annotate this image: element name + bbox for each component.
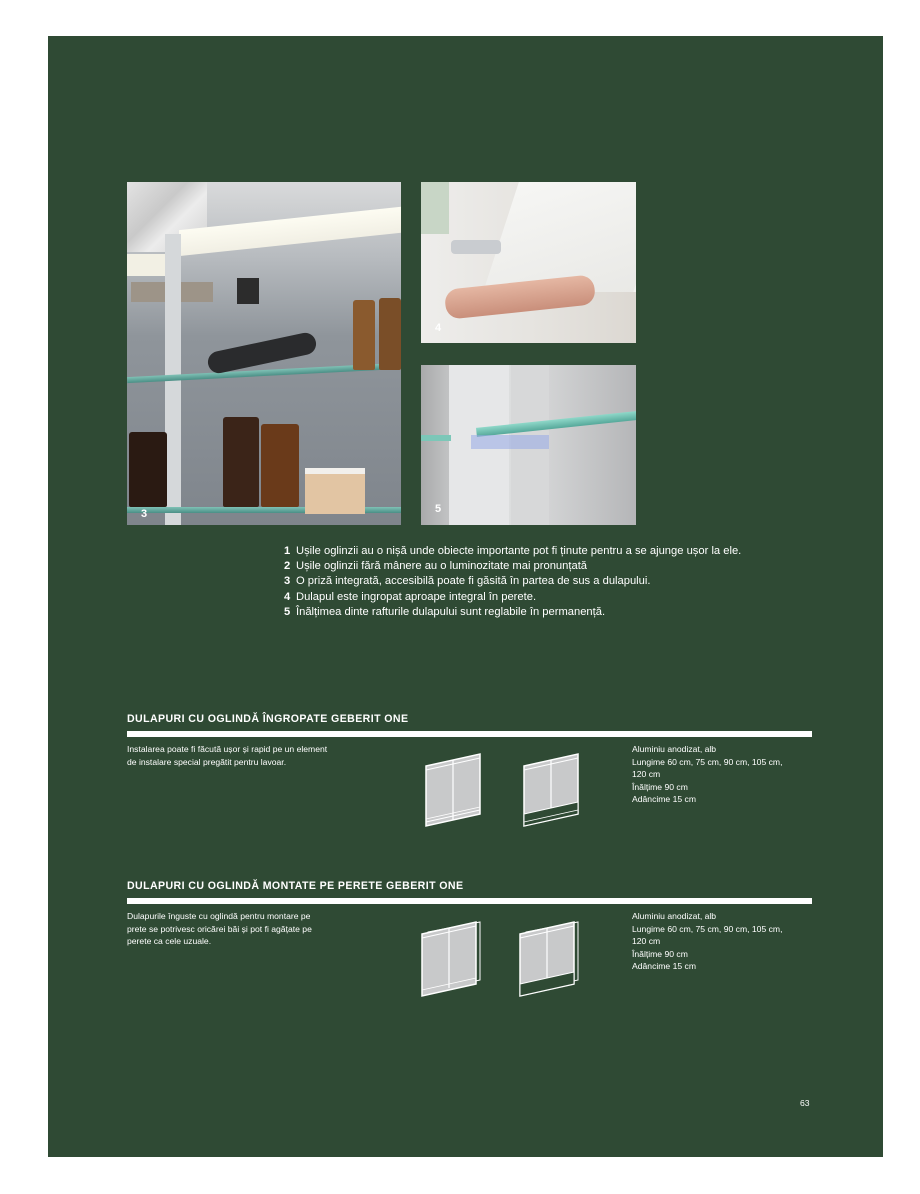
section-specs-recessed <box>632 743 817 806</box>
caption-number: 3 <box>284 575 291 588</box>
spec-length: Lungime 60 cm, 75 cm, 90 cm, 105 cm, <box>632 923 783 934</box>
amber-bottle <box>223 417 259 507</box>
caption-text: Dulapul este ingropat aproape integral în perete. <box>296 590 537 603</box>
photo-number-5: 5 <box>435 503 442 515</box>
glass-shelf-left <box>421 435 451 441</box>
feature-captions <box>284 544 741 620</box>
led-light-bar-reflection <box>127 254 167 276</box>
spec-height: Înălțime 90 cm <box>632 948 688 959</box>
spec-height: Înălțime 90 cm <box>632 781 688 792</box>
spec-material: Aluminiu anodizat, alb <box>632 744 717 754</box>
caption-number: 1 <box>284 545 291 557</box>
caption-item <box>284 559 741 574</box>
section-divider <box>127 731 812 737</box>
pump-bottle <box>379 298 401 370</box>
recessed-cabinet-illustration <box>424 752 482 830</box>
caption-number: 2 <box>284 560 291 573</box>
window <box>421 182 449 234</box>
section-divider <box>127 898 812 904</box>
shelf-bracket <box>471 435 549 449</box>
spec-depth: Adâncime 15 cm <box>632 794 697 804</box>
photo-cabinet-interior <box>127 182 401 525</box>
caption-text: Înălțimea dinte rafturile dulapului sunt reglabile în permanență. <box>296 605 606 618</box>
photo-shelf-support <box>421 365 636 525</box>
page-number: 63 <box>800 1098 810 1108</box>
caption-item <box>284 590 741 605</box>
description-line: Dulapurile înguste cu oglindă pentru montare pe <box>127 911 311 921</box>
amber-bottle <box>129 432 167 507</box>
faucet <box>451 240 501 254</box>
wall-mounted-cabinet-illustration <box>420 918 482 998</box>
description-line: Instalarea poate fi făcută ușor și rapid pe un element <box>127 744 328 754</box>
spec-length-cont: 120 cm <box>632 769 661 779</box>
caption-item <box>284 544 741 559</box>
caption-text: Ușile oglinzii au o nișă unde obiecte importante pot fi ținute pentru a se ajunge ușor la ele. <box>296 545 742 557</box>
section-title-recessed: DULAPURI CU OGLINDĂ ÎNGROPATE GEBERIT ONE <box>127 713 409 725</box>
section-description-wall-mounted <box>127 910 372 948</box>
photo-number-3: 3 <box>141 508 148 520</box>
mirror-door <box>483 182 636 292</box>
section-description-recessed <box>127 743 372 768</box>
description-line: de instalare special pregătit pentru lavoar. <box>127 756 287 767</box>
led-light-bar <box>179 206 401 256</box>
integrated-socket <box>237 278 259 304</box>
cosmetic-jar <box>305 468 365 514</box>
pump-bottle <box>353 300 375 370</box>
caption-item <box>284 574 741 589</box>
spec-material: Aluminiu anodizat, alb <box>632 911 717 921</box>
spec-length-cont: 120 cm <box>632 936 661 946</box>
caption-number: 5 <box>284 605 291 618</box>
wall-mounted-cabinet-niche-illustration <box>518 918 580 998</box>
amber-bottle <box>261 424 299 507</box>
spec-depth: Adâncime 15 cm <box>632 961 697 971</box>
description-line: prete se potrivesc oricărei băi și pot fi agățate pe <box>127 923 312 934</box>
caption-item <box>284 605 741 620</box>
section-specs-wall-mounted <box>632 910 817 973</box>
hand <box>444 274 596 320</box>
catalog-page <box>48 36 883 1157</box>
section-title-wall-mounted: DULAPURI CU OGLINDĂ MONTATE PE PERETE GEBERIT ONE <box>127 880 464 892</box>
caption-text: O priză integrată, accesibilă poate fi găsită în partea de sus a dulapului. <box>296 575 651 588</box>
photo-number-4: 4 <box>435 322 442 334</box>
description-line: perete ca cele uzuale. <box>127 936 212 946</box>
caption-text: Ușile oglinzii fără mânere au o luminozitate mai pronunțată <box>296 560 588 573</box>
recessed-cabinet-niche-illustration <box>522 752 580 830</box>
photo-hand-door-opening <box>421 182 636 343</box>
caption-number: 4 <box>284 590 291 603</box>
spec-length: Lungime 60 cm, 75 cm, 90 cm, 105 cm, <box>632 756 783 767</box>
